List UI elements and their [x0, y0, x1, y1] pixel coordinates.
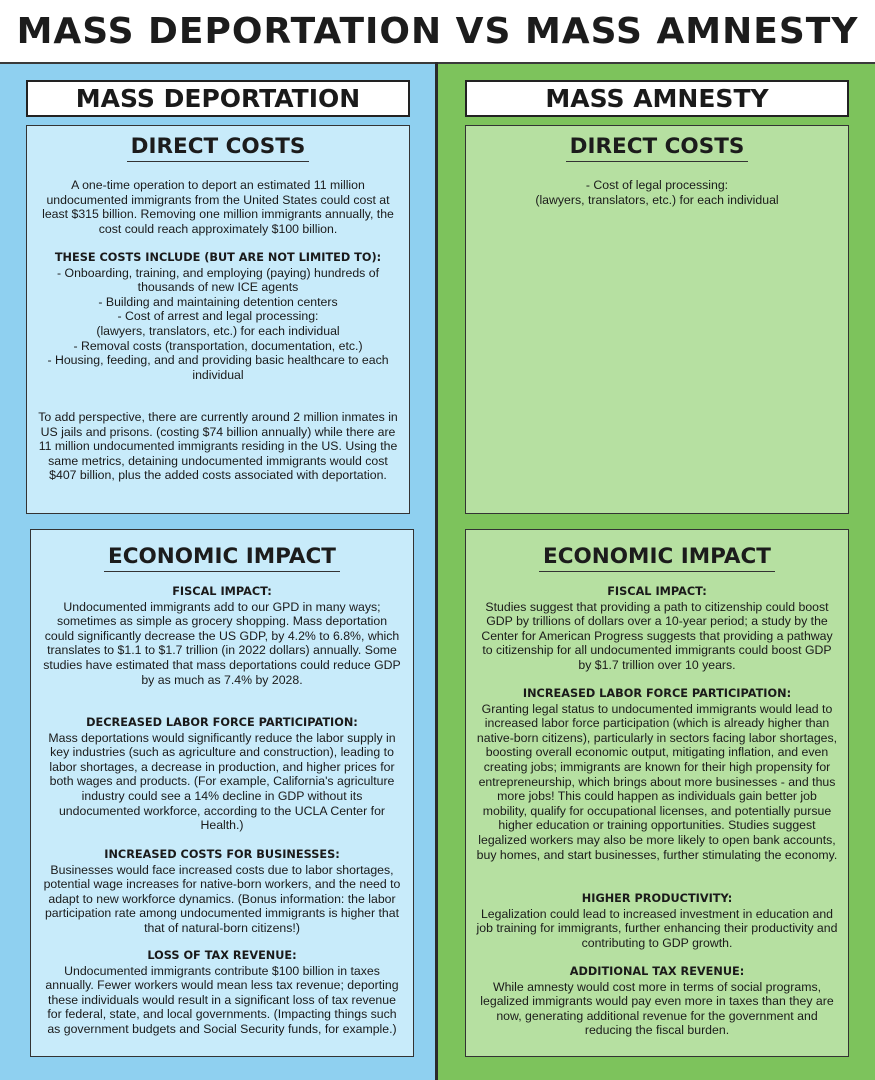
direct-costs-intro: A one-time operation to deport an estimated 11 million undocumented immigrants from the United States could cost at least $315 billion. Removing one million immigrants annually, the cost could reach approximately $100 billion. [42, 178, 394, 236]
amnesty-direct-costs-panel [465, 125, 849, 514]
column-divider [435, 62, 438, 1080]
section-body: Undocumented immigrants add to our GPD in many ways; sometimes as simple as grocery shopping. Mass deportation could significantly decrease the US GDP, by 4.2% to 6.8%, which translates to $1.1 to $1.7 trillion (in 2022 dollars) annually. Some studies have estimated that mass deportations could reduce GDP by as much as 7.4% by 2028. [43, 599, 401, 687]
list-item: - Cost of arrest and legal processing: [117, 309, 319, 324]
panel-title: DIRECT COSTS [566, 134, 749, 162]
impact-section [31, 716, 413, 833]
section-heading: DECREASED LABOR FORCE PARTICIPATION: [86, 716, 358, 729]
section-body: Studies suggest that providing a path to citizenship could boost GDP by trillions of dollars over a 10-year period; a study by the Center for American Progress suggests that providing a pathway to citizenship for all undocumented immigrants could boost GDP by $1.7 trillion over 10 years. [481, 599, 833, 672]
section-body: Mass deportations would significantly reduce the labor supply in key industries (such as agriculture and construction), leading to labor shortages, a decrease in production, and higher prices for both wages and products. (For example, California's agriculture industry could see a 14% decline in GDP without its undocumented workforce, according to the UCLA Center for Health.) [48, 730, 396, 833]
section-heading: FISCAL IMPACT: [607, 585, 707, 598]
section-body: Legalization could lead to increased investment in education and job training for immigrants, further enhancing their productivity and contributing to GDP growth. [476, 906, 838, 950]
costs-list-heading: THESE COSTS INCLUDE (BUT ARE NOT LIMITED TO): [54, 251, 382, 264]
list-item: - Cost of legal processing: [585, 178, 729, 192]
impact-section [466, 965, 848, 1038]
section-heading: FISCAL IMPACT: [172, 585, 272, 598]
deportation-direct-costs-panel [26, 125, 410, 514]
section-heading: ADDITIONAL TAX REVENUE: [569, 965, 745, 978]
section-heading: INCREASED LABOR FORCE PARTICIPATION: [522, 687, 792, 700]
costs-list [27, 251, 409, 382]
list-item: - Building and maintaining detention centers [98, 294, 338, 309]
perspective-text: To add perspective, there are currently around 2 million inmates in US jails and prisons. (costing $74 billion annually) while there are 11 million undocumented immigrants residing in the US. Using the same metrics, detaining undocumented immigrants would cost $407 billion, plus the added costs associated with deportation. [38, 410, 398, 483]
impact-section [466, 687, 848, 862]
section-heading: LOSS OF TAX REVENUE: [147, 949, 297, 962]
amnesty-header: MASS AMNESTY [465, 80, 849, 117]
impact-section [466, 892, 848, 950]
panel-title: ECONOMIC IMPACT [104, 544, 340, 572]
section-body: While amnesty would cost more in terms of social programs, legalized immigrants would pay even more in taxes than they are now, generating additional revenue for the government and reducing the fiscal burden. [480, 979, 834, 1038]
deportation-header: MASS DEPORTATION [26, 80, 410, 117]
section-body: Businesses would face increased costs due to labor shortages, potential wage increases for native-born workers, and the need to adapt to new workforce dynamics. (Bonus information: the labor participation rate among undocumented immigrants is higher that that of natural-born citizens!) [43, 862, 401, 935]
list-item: - Onboarding, training, and employing (paying) hundreds of thousands of new ICE agents [57, 265, 379, 295]
impact-section [31, 949, 413, 1037]
impact-section [466, 585, 848, 673]
list-item: - Housing, feeding, and and providing basic healthcare to each individual [47, 353, 389, 382]
panel-title: DIRECT COSTS [127, 134, 310, 162]
deportation-economic-impact-panel [30, 529, 414, 1057]
section-heading: HIGHER PRODUCTIVITY: [581, 892, 733, 905]
section-body: Undocumented immigrants contribute $100 billion in taxes annually. Fewer workers would mean less tax revenue; deporting these individuals would result in a significant loss of tax revenue for federal, state, and local governments. (Impacting things such as government budgets and Social Security funds, for example.) [45, 963, 399, 1036]
impact-section [31, 585, 413, 687]
impact-section [31, 848, 413, 936]
list-item: (lawyers, translators, etc.) for each individual [535, 192, 779, 207]
list-item: (lawyers, translators, etc.) for each individual [96, 323, 340, 338]
section-heading: INCREASED COSTS FOR BUSINESSES: [104, 848, 340, 861]
panel-title: ECONOMIC IMPACT [539, 544, 775, 572]
list-item: - Removal costs (transportation, documentation, etc.) [73, 338, 363, 353]
section-body: Granting legal status to undocumented immigrants would lead to increased labor force participation (which is already higher than native-born citizens), particularly in sectors facing labor shortages, boosting overall economic output, mitigating inflation, and even creating jobs; immigrants are known for their high propensity for entrepreneurship, which brings about more businesses - and thus more jobs! This could happen as individuals gain better job mobility, qualify for occupational licenses, and potentially pursue higher education or training opportunities. Studies suggest legalized workers may also be more likely to open bank accounts, buy homes, and start businesses, further stimulating the economy. [476, 701, 838, 862]
page-title: MASS DEPORTATION VS MASS AMNESTY [16, 10, 859, 52]
amnesty-economic-impact-panel [465, 529, 849, 1057]
